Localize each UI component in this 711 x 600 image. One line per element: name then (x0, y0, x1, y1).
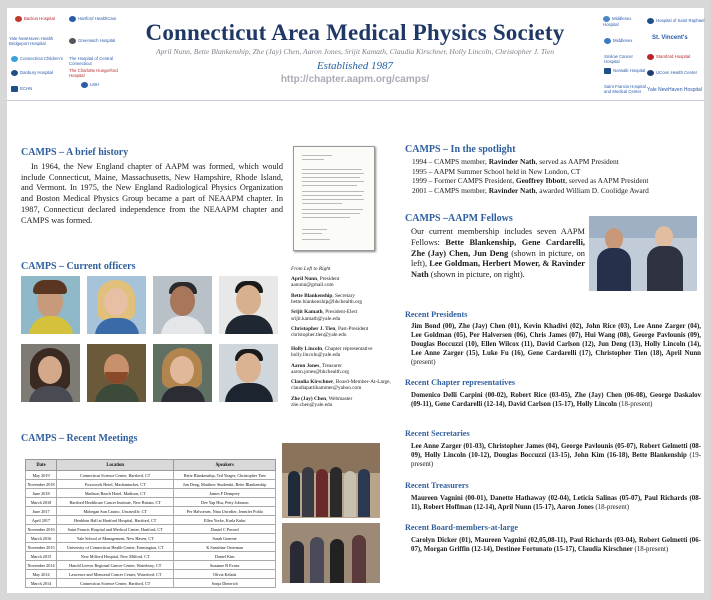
meeting-speakers-cell: Dee Yap Hsu, Petty Johnson (174, 498, 276, 507)
meeting-date-cell: November 2016 (27, 526, 55, 532)
meeting-date-cell: March 2015 (26, 552, 57, 561)
officer-photo-holly-lincoln (21, 344, 80, 402)
meeting-speakers-cell: Daniel C Pavord (174, 525, 276, 534)
officer-info-item: Holly Lincoln, Chapter representative holly.lincoln@yale.edu (291, 346, 373, 359)
logo-st-vincents: St. Vincent's (652, 35, 688, 41)
table-row (26, 516, 276, 525)
fellows-photo (589, 216, 697, 291)
table-row (26, 579, 276, 588)
board-list: Carolyn Dicker (01), Maureen Vagnini (02,05,08-11), Paul Richards (03-04), Robert Gelmetti (06-07), Morgan Griffin (12-14), Destinee Fortunato (15-17), Claudia Kirschner (18-present) (411, 537, 701, 554)
meeting-location-cell: Connecticut Science Center, Hartford, CT (57, 579, 174, 588)
spotlight-item: 1995 – AAPM Summer School held in New London, CT (412, 166, 581, 176)
column-header-date: Date (26, 460, 57, 471)
officers-bottom-info (291, 346, 391, 412)
table-row (26, 480, 276, 489)
meeting-date-cell: November 2018 (27, 481, 55, 487)
meeting-location-cell: Harold Leever Regional Cancer Center, Waterbury, CT (57, 561, 174, 570)
secretaries-heading: Recent Secretaries (405, 429, 470, 438)
established-year: Established 1987 (316, 60, 394, 72)
meeting-speakers-cell: Bette Blankenship, Ted Yeager, Christopher Tien (174, 471, 276, 480)
spotlight-heading: CAMPS – In the spotlight (405, 144, 516, 155)
officer-info-item: Zhe (Jay) Chen, Webmaster zhe.chen@yale.edu (291, 395, 353, 408)
spotlight-item: 1999 – Former CAMPS President, Geoffrey Ibbott, served as AAPM President (412, 176, 649, 186)
meeting-date-cell: March 2014 (26, 579, 57, 588)
table-row (26, 489, 276, 498)
meeting-location-cell: Saint Francis Hospital and Medical Center, Hartford, CT (57, 525, 174, 534)
treasurers-list: Maureen Vagnini (00-01), Danette Hathaway (02-04), Leticia Salinas (05-07), Paul Richards (08-11), Robert Hoffman (12-14), April Nunn (15-17), Aaron Jones (18-present) (411, 495, 701, 512)
logo-central-ct: The Hospital of Central Connecticut (69, 56, 113, 66)
meeting-speakers-cell: Ellen Yorke, Karla Kuhn (174, 516, 276, 525)
chapter-url: http://chapter.aapm.org/camps/ (280, 74, 430, 85)
meeting-event-photo (282, 523, 380, 583)
logo-norwalk: Norwalk Hospital (604, 68, 645, 74)
officer-photo-april-nunn (21, 276, 80, 334)
officer-photo-srijit-kamath (153, 276, 212, 334)
meeting-speakers-cell: Sarah Geneser (174, 534, 276, 543)
officer-info-item: Aaron Jones, Treasurer aaron.jones@hhchealth.org (291, 362, 350, 375)
meetings-heading: CAMPS – Recent Meetings (21, 433, 138, 444)
spotlight-list (412, 157, 702, 195)
fellows-text: Our current membership includes seven AAPM Fellows: Bette Blankenship, Gene Cardarelli, Zhe (Jay) Chen, Jun Deng (shown in picture, on left), Lee Goldman, Herbert Mower, & Ravinder Nath (shown in picture, on right). (411, 227, 585, 280)
officer-photo-aaron-jones (87, 344, 146, 402)
poster (7, 8, 704, 593)
meeting-speakers-cell: James F Dempsey (174, 489, 276, 498)
meeting-speakers-cell: Olivia Kelada (174, 570, 276, 579)
table-row (26, 552, 276, 561)
officer-info-item: Srijit Kamath, President-Elect srijit.kamath@yale.edu (291, 309, 358, 322)
officer-photo-christopher-tien (219, 276, 278, 334)
meeting-speakers-cell: Jun Deng, Matthew Studenski, Bette Blankenship (174, 480, 276, 489)
meeting-location-cell: Yale School of Management, New Haven, CT (57, 534, 174, 543)
officer-photo-claudia-kirschner (153, 344, 212, 402)
poster-authors: April Nunn, Bette Blankenship, Zhe (Jay) Chen, Aaron Jones, Srijit Kamath, Claudia Kirschner, Holly Lincoln, Christopher J. Tien (155, 47, 554, 56)
meeting-speakers-cell: Daniel Kim (174, 552, 276, 561)
officer-info-item: Claudia Kirschner, Board-Member-At-Large, claudiapattikammer@yahoo.com (291, 379, 391, 392)
column-header-speakers: Speakers (174, 460, 276, 471)
officer-photo-zhe-chen (219, 344, 278, 402)
spotlight-item: 1994 – CAMPS member, Ravinder Nath, served as AAPM President (412, 157, 619, 166)
logo-backus: Backus Hospital (15, 16, 55, 22)
meeting-location-cell: Lawrence and Memorial Cancer Center, Waterford, CT (57, 570, 174, 579)
logo-greenwich: Greenwich Hospital (69, 38, 115, 44)
table-row (26, 525, 276, 534)
meeting-date-cell: November 2014 (27, 562, 55, 568)
meeting-date-cell: November 2015 (27, 544, 55, 550)
meeting-date-cell: June 2018 (26, 489, 57, 498)
table-header-row (26, 460, 276, 471)
chapter-reps-heading: Recent Chapter representatives (405, 378, 516, 387)
meeting-location-cell: Hartford Healthcare Cancer Institute, New Britain, CT (57, 498, 174, 507)
table-row (26, 543, 276, 552)
presidents-heading: Recent Presidents (405, 310, 468, 319)
meeting-location-cell: Heublein Hall at Hartford Hospital, Hartford, CT (57, 516, 174, 525)
meeting-location-cell: Foxwoods Hotel, Mashantucket, CT (57, 480, 174, 489)
table-row (26, 570, 276, 579)
logo-saint-francis: Saint Francis Hospital and Medical Center (604, 84, 646, 94)
logo-danbury: Danbury Hospital (11, 70, 53, 76)
logo-middlesex-hospital: Middlesex Hospital (603, 16, 632, 27)
historic-letter-image (293, 146, 375, 251)
logo-hartford-healthcare: Hartford HealthCare (69, 16, 116, 22)
logo-echn: ECHN (11, 86, 32, 92)
history-heading: CAMPS – A brief history (21, 147, 129, 158)
officers-top-info (291, 266, 391, 343)
meeting-date-cell: March 2016 (26, 534, 57, 543)
meeting-group-photo (282, 443, 380, 518)
officer-info-item: April Nunn, President aanunn@gmail.com (291, 276, 340, 289)
logo-saint-raphael: Hospital of Saint Raphael (647, 18, 705, 24)
presidents-list: Jim Bond (00), Zhe (Jay) Chen (01), Kevin Khadivi (02), John Rice (03), Lee Anne Zarger (04), Lee Goldman (05), Per Halversen (06), Chris James (07), Hui Wang (08), George Pavlounis (09), Douglas Boccuzzi (10), Ellen Wilcox (11), David Carlson (12), Jun Deng (13), Holly Lincoln (14), Lee Anne Zarger (15), Luke Fu (16), Gene Cardarelli (17), Christopher Tien (18), April Nunn (present) (411, 323, 701, 367)
poster-header (7, 8, 704, 101)
meetings-table (25, 459, 276, 588)
table-row (26, 471, 276, 480)
logo-lmh: LMH (81, 82, 99, 88)
treasurers-heading: Recent Treasurers (405, 481, 469, 490)
table-row (26, 534, 276, 543)
meeting-location-cell: New Milford Hospital, New Milford, CT (57, 552, 174, 561)
chapter-reps-list: Domenico Delli Carpini (00-02), Robert Rice (03-05), Zhe (Jay) Chen (06-08), George Daskalov (09-11), Gene Cardarelli (12-14), David Carlson (15-17), Holly Lincoln (18-present) (411, 392, 701, 409)
officer-photo-bette-blankenship (87, 276, 146, 334)
table-row (26, 561, 276, 570)
logo-middlesex: Middlesex (604, 38, 632, 44)
meeting-date-cell: May 2019 (26, 471, 57, 480)
meeting-speakers-cell: K Sunshine Osterman (174, 543, 276, 552)
logo-charlotte-hungerford: The Charlotte Hungerford Hospital (69, 68, 118, 78)
meeting-speakers-cell: Sonja Dieterich (174, 579, 276, 588)
table-row (26, 507, 276, 516)
table-row (26, 498, 276, 507)
meeting-date-cell: March 2018 (26, 498, 57, 507)
meeting-speakers-cell: Per Halvorsen, Nina Uncrdier, Jennifer Pohla (174, 507, 276, 516)
poster-title: Connecticut Area Medical Physics Society (145, 20, 565, 45)
officers-heading: CAMPS – Current officers (21, 261, 136, 272)
officer-info-item: Christopher J. Tien, Past-President christopher.tien@yale.edu (291, 325, 369, 339)
logo-uconn: UConn Health Center (647, 70, 697, 76)
logo-smilow: Smilow Cancer Hospital (604, 54, 633, 64)
meeting-date-cell: April 2017 (26, 516, 57, 525)
meeting-date-cell: June 2017 (26, 507, 57, 516)
secretaries-list: Lee Anne Zarger (01-03), Christopher James (04), George Pavlounis (05-07), Robert Gelmetti (08-09), Holly Lincoln (10-12), Douglas Boccuzzi (13-15), John Kim (16-18), Bette Blankenship (19-present) (411, 443, 701, 469)
meeting-date-cell: May 2014 (26, 570, 57, 579)
meeting-speakers-cell: Suzanne B Evans (174, 561, 276, 570)
meeting-location-cell: Mohegan Sun Casino, Uncasville, CT (57, 507, 174, 516)
meeting-location-cell: University of Connecticut Health Center, Farmington, CT (57, 543, 174, 552)
board-heading: Recent Board-members-at-large (405, 523, 518, 532)
fellows-heading: CAMPS –AAPM Fellows (405, 213, 513, 224)
logo-bridgeport: Yale NewHaven Health Bridgeport Hospital (9, 36, 54, 46)
logo-stamford: Stamford Hospital (647, 54, 690, 60)
officers-caption: From Left to Right (291, 266, 331, 272)
logo-yale-newhaven: Yale NewHaven Hospital (647, 87, 702, 93)
meeting-location-cell: Connecticut Science Center, Hartford, CT (57, 471, 174, 480)
column-header-location: Location (57, 460, 174, 471)
logo-ct-childrens: Connecticut Children's (11, 56, 63, 62)
meeting-location-cell: Madison Beach Hotel, Madison, CT (57, 489, 174, 498)
officer-info-item: Bette Blankenship, Secretary bette.blankenship@hhchealth.org (291, 292, 362, 305)
spotlight-item: 2001 – CAMPS member, Ravinder Nath, awarded William D. Coolidge Award (412, 185, 649, 195)
history-text: In 1964, the New England chapter of AAPM was formed, which would include Connecticut, Maine, Massachusetts, New Hampshire, Rhode Island, and Vermont. In 1975, the New England Radiological Physics Organization and Boston Medical Physics Group became a part of NEAAPM chapter. In 1987, Connecticut declared independence from the NEAAPM chapter and CAMPS was formed. (21, 162, 283, 225)
